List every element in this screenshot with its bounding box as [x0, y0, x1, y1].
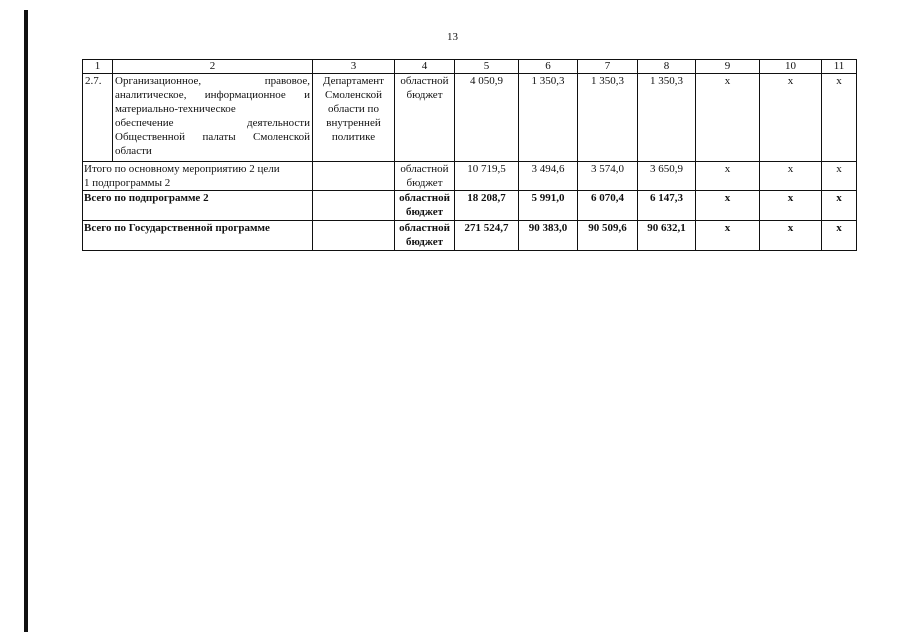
total-program-value-8: 90 632,1: [638, 221, 696, 251]
item-executor: Департамент Смоленской области по внутренней политике: [313, 74, 395, 162]
total-sub-value-9: x: [696, 191, 760, 221]
total-program-value-7: 90 509,6: [578, 221, 638, 251]
table-row-total-subprogram: [83, 191, 857, 221]
item-name: Организационное, правовое, аналитическое, информационное и материально-техническое обеспечение деятельности Общественной палаты Смоленской области: [113, 74, 313, 162]
total-main-value-11: x: [822, 162, 857, 191]
header-cell: 1: [83, 60, 113, 74]
table-row-total-program: [83, 221, 857, 251]
header-cell: 3: [313, 60, 395, 74]
item-value-11: x: [822, 74, 857, 162]
table-row-total-main: [83, 162, 857, 191]
total-sub-label: Всего по подпрограмме 2: [83, 191, 313, 221]
budget-table: [82, 59, 857, 251]
total-sub-value-7: 6 070,4: [578, 191, 638, 221]
total-sub-value-11: x: [822, 191, 857, 221]
total-sub-funding-source: областной бюджет: [395, 191, 455, 221]
total-sub-value-6: 5 991,0: [519, 191, 578, 221]
header-row: [83, 60, 857, 74]
page-number: 13: [447, 31, 458, 43]
header-cell: 8: [638, 60, 696, 74]
total-program-value-9: x: [696, 221, 760, 251]
total-program-funding-source: областной бюджет: [395, 221, 455, 251]
total-program-value-6: 90 383,0: [519, 221, 578, 251]
item-value-8: 1 350,3: [638, 74, 696, 162]
total-main-value-9: x: [696, 162, 760, 191]
header-cell: 2: [113, 60, 313, 74]
total-program-label: Всего по Государственной программе: [83, 221, 313, 251]
item-funding-source: областной бюджет: [395, 74, 455, 162]
header-cell: 6: [519, 60, 578, 74]
item-value-9: x: [696, 74, 760, 162]
total-sub-value-5: 18 208,7: [455, 191, 519, 221]
total-sub-value-8: 6 147,3: [638, 191, 696, 221]
header-cell: 11: [822, 60, 857, 74]
header-cell: 4: [395, 60, 455, 74]
table-row-2-7: [83, 74, 857, 162]
item-value-6: 1 350,3: [519, 74, 578, 162]
item-value-10: x: [760, 74, 822, 162]
total-main-funding-source: областной бюджет: [395, 162, 455, 191]
header-cell: 7: [578, 60, 638, 74]
total-main-value-10: x: [760, 162, 822, 191]
header-cell: 9: [696, 60, 760, 74]
total-main-value-5: 10 719,5: [455, 162, 519, 191]
item-number: 2.7.: [83, 74, 113, 162]
header-cell: 10: [760, 60, 822, 74]
total-sub-executor: [313, 191, 395, 221]
total-main-label: Итого по основному мероприятию 2 цели 1 подпрограммы 2: [83, 162, 313, 191]
total-program-value-10: x: [760, 221, 822, 251]
total-program-value-11: x: [822, 221, 857, 251]
scan-margin-bar: [24, 10, 28, 632]
total-main-value-7: 3 574,0: [578, 162, 638, 191]
total-program-value-5: 271 524,7: [455, 221, 519, 251]
item-value-7: 1 350,3: [578, 74, 638, 162]
total-sub-value-10: x: [760, 191, 822, 221]
total-program-executor: [313, 221, 395, 251]
item-value-5: 4 050,9: [455, 74, 519, 162]
header-cell: 5: [455, 60, 519, 74]
total-main-value-6: 3 494,6: [519, 162, 578, 191]
total-main-executor: [313, 162, 395, 191]
total-main-value-8: 3 650,9: [638, 162, 696, 191]
